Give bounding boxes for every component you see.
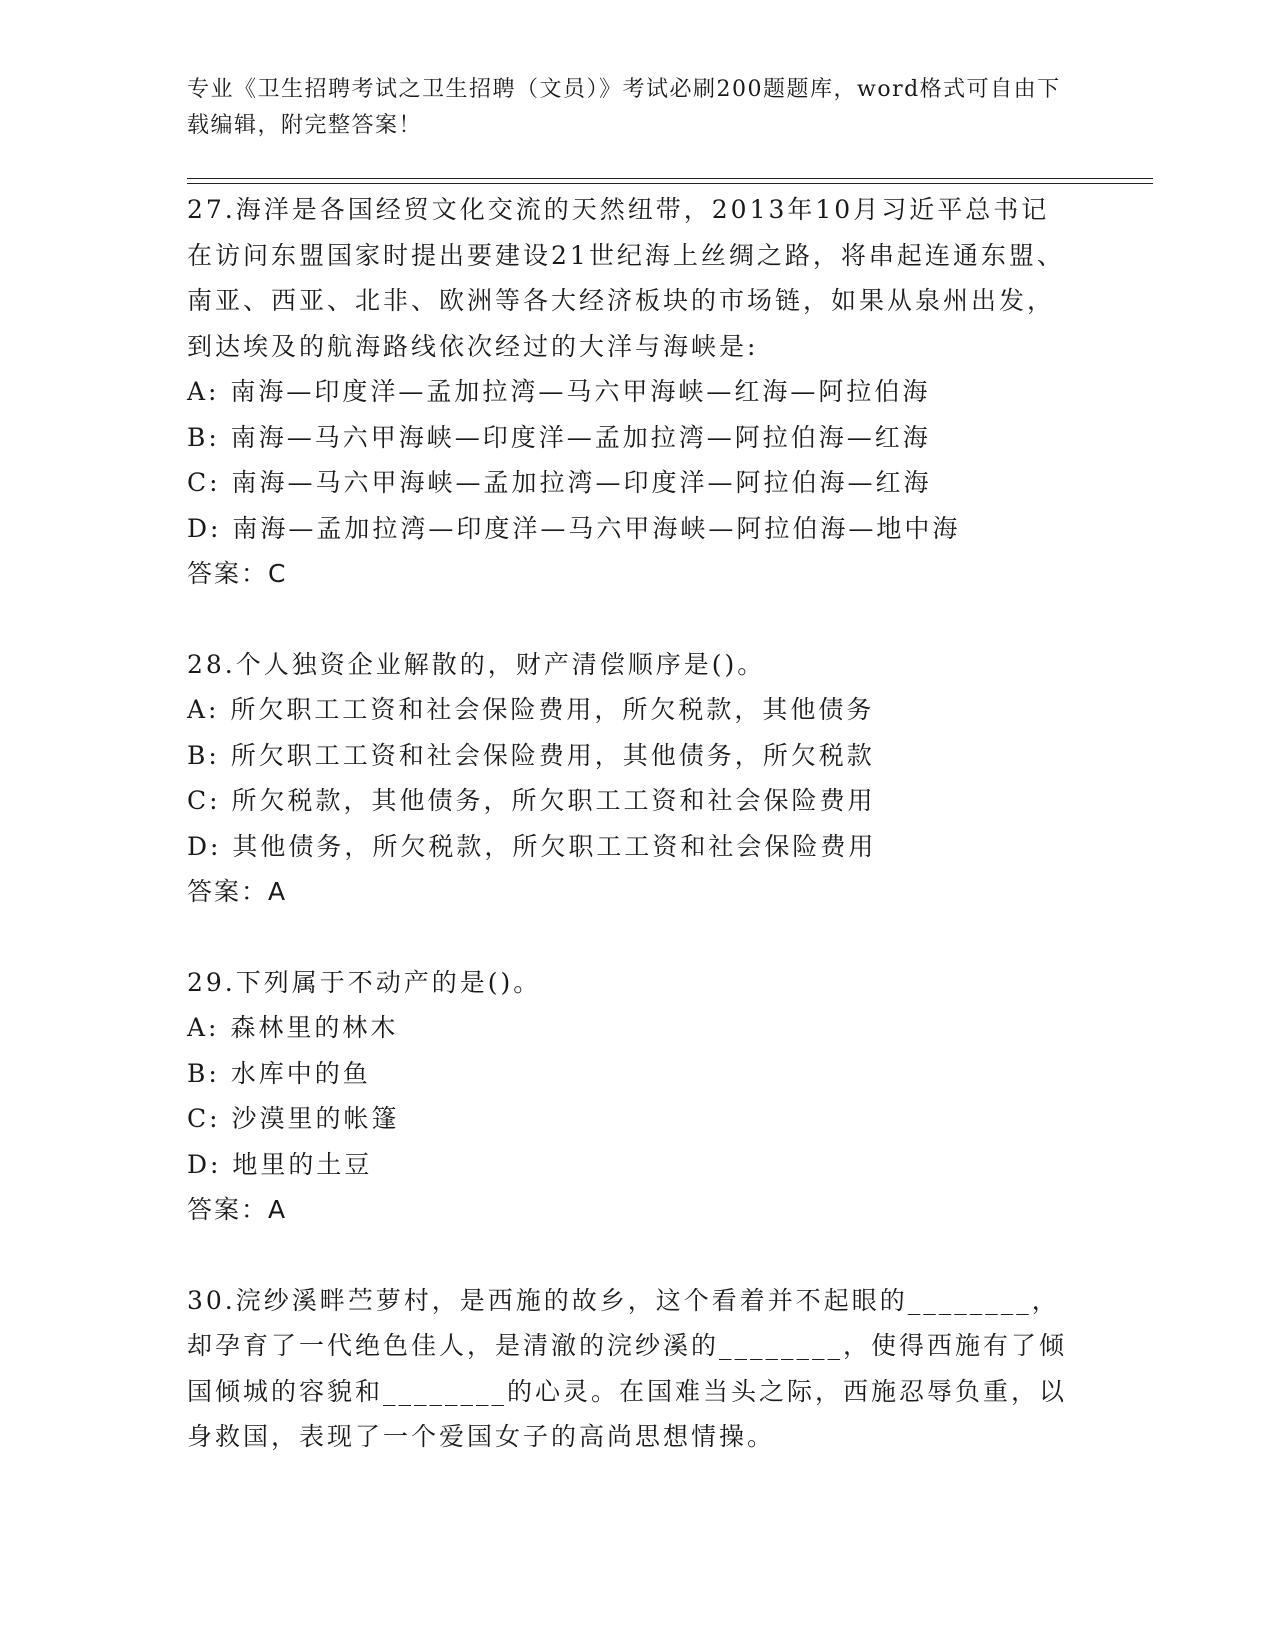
question-stem: 28.个人独资企业解散的，财产清偿顺序是()。 — [187, 649, 766, 679]
question-27 — [187, 187, 1077, 597]
option-a: A: 森林里的林木 — [187, 1013, 399, 1042]
option-b: B: 南海—马六甲海峡—印度洋—孟加拉湾—阿拉伯海—红海 — [187, 422, 931, 452]
option-c: C: 南海—马六甲海峡—孟加拉湾—印度洋—阿拉伯海—红海 — [187, 468, 932, 497]
option-d: D: 南海—孟加拉湾—印度洋—马六甲海峡—阿拉伯海—地中海 — [187, 513, 961, 543]
answer: 答案：A — [187, 1195, 288, 1224]
header-divider-line-second — [187, 183, 1153, 184]
option-a: A: 南海—印度洋—孟加拉湾—马六甲海峡—红海—阿拉伯海 — [187, 377, 931, 406]
question-list — [187, 187, 1077, 1460]
question-28 — [187, 642, 1077, 915]
header-divider-line — [187, 178, 1153, 179]
question-stem: 27.海洋是各国经贸文化交流的天然纽带，2013年10月习近平总书记在访问东盟国家时提出要建设21世纪海上丝绸之路，将串起连通东盟、南亚、西亚、北非、欧洲等各大经济板块的市场链，如果从泉州出发，到达埃及的航海路线依次经过的大洋与海峡是: — [187, 195, 1065, 361]
question-29 — [187, 960, 1077, 1233]
option-b: B: 所欠职工工资和社会保险费用，其他债务，所欠税款 — [187, 740, 875, 770]
option-c: C: 沙漠里的帐篷 — [187, 1104, 400, 1133]
question-30 — [187, 1278, 1077, 1460]
question-spacer — [187, 597, 1077, 642]
option-d: D: 地里的土豆 — [187, 1149, 373, 1179]
question-spacer — [187, 915, 1077, 960]
option-a: A: 所欠职工工资和社会保险费用，所欠税款，其他债务 — [187, 695, 875, 724]
option-b: B: 水库中的鱼 — [187, 1058, 371, 1088]
option-c: C: 所欠税款，其他债务，所欠职工工资和社会保险费用 — [187, 786, 876, 815]
question-stem: 29.下列属于不动产的是()。 — [187, 967, 542, 997]
question-spacer — [187, 1233, 1077, 1278]
page-header: 专业《卫生招聘考试之卫生招聘（文员）》考试必刷200题题库，word格式可自由下载编辑，附完整答案！ — [187, 77, 1061, 138]
option-d: D: 其他债务，所欠税款，所欠职工工资和社会保险费用 — [187, 831, 877, 861]
answer: 答案：C — [187, 559, 288, 588]
question-stem: 30.浣纱溪畔苎萝村，是西施的故乡，这个看着并不起眼的________，却孕育了一代绝色佳人，是清澈的浣纱溪的________，使得西施有了倾国倾城的容貌和________的心灵。在国难当头之际，西施忍辱负重，以身救国，表现了一个爱国女子的高尚思想情操。 — [187, 1285, 1068, 1451]
answer: 答案：A — [187, 877, 288, 906]
